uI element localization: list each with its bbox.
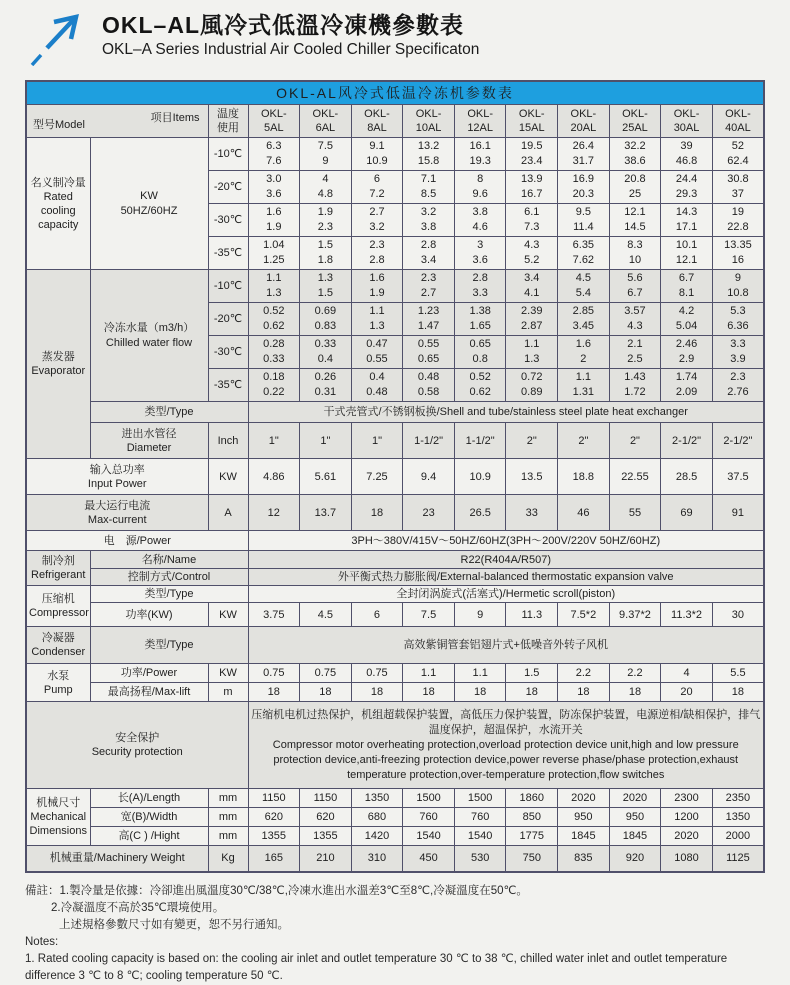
value-cell: 2000 xyxy=(712,827,764,846)
value-cell-50hz-60hz: 13.9 16.7 xyxy=(506,171,558,204)
value-cell: 6 xyxy=(351,603,403,627)
value-cell-50hz-60hz: 1.1 1.31 xyxy=(558,369,610,402)
value-cell-50hz-60hz: 7.1 8.5 xyxy=(403,171,455,204)
value-cell-50hz-60hz: 4 4.8 xyxy=(300,171,352,204)
security-label: 安全保护 Security protection xyxy=(26,702,248,789)
value-cell-50hz-60hz: 0.28 0.33 xyxy=(248,336,300,369)
model-column-header: OKL- 6AL xyxy=(300,105,352,138)
temp-cell: -10℃ xyxy=(208,270,248,303)
dimension-height-row xyxy=(26,827,764,846)
section-condenser: 冷凝器 Condenser xyxy=(26,627,90,664)
compressor-type-value: 全封闭涡旋式(活塞式)/Hermetic scroll(piston) xyxy=(248,586,764,603)
value-cell: 37.5 xyxy=(712,459,764,495)
value-cell-50hz-60hz: 2.3 2.7 xyxy=(403,270,455,303)
value-cell-50hz-60hz: 1.6 2 xyxy=(558,336,610,369)
input-power-row xyxy=(26,459,764,495)
value-cell: 69 xyxy=(661,495,713,531)
value-cell-50hz-60hz: 8.3 10 xyxy=(609,237,661,270)
value-cell-50hz-60hz: 3.0 3.6 xyxy=(248,171,300,204)
value-cell-50hz-60hz: 3.8 4.6 xyxy=(454,204,506,237)
value-cell-50hz-60hz: 0.33 0.4 xyxy=(300,336,352,369)
temp-cell: -20℃ xyxy=(208,303,248,336)
value-cell-50hz-60hz: 4.2 5.04 xyxy=(661,303,713,336)
value-cell-50hz-60hz: 0.26 0.31 xyxy=(300,369,352,402)
value-cell-50hz-60hz: 10.1 12.1 xyxy=(661,237,713,270)
value-cell: 18 xyxy=(609,683,661,702)
page-title: OKL–AL風冷式低溫冷凍機參數表 xyxy=(102,12,464,38)
value-cell: 1" xyxy=(300,423,352,459)
pump-power-unit: KW xyxy=(208,664,248,683)
value-cell: 7.25 xyxy=(351,459,403,495)
value-cell-50hz-60hz: 2.1 2.5 xyxy=(609,336,661,369)
pump-lift-unit: m xyxy=(208,683,248,702)
refrigerant-control-row xyxy=(26,569,764,586)
compressor-power-row xyxy=(26,603,764,627)
power-supply-row xyxy=(26,531,764,551)
input-power-label: 输入总功率 Input Power xyxy=(26,459,208,495)
model-items-diagonal-header xyxy=(26,105,208,138)
value-cell: 1150 xyxy=(248,789,300,808)
weight-unit: Kg xyxy=(208,846,248,872)
column-header-row xyxy=(26,105,764,138)
value-cell-50hz-60hz: 14.3 17.1 xyxy=(661,204,713,237)
section-rated-cooling: 名义制冷量 Rated cooling capacity xyxy=(26,138,90,270)
value-cell: 0.75 xyxy=(351,664,403,683)
compressor-power-label: 功率(KW) xyxy=(90,603,208,627)
notes-block xyxy=(25,883,765,985)
value-cell: 4.5 xyxy=(300,603,352,627)
temp-cell: -30℃ xyxy=(208,204,248,237)
value-cell-50hz-60hz: 13.35 16 xyxy=(712,237,764,270)
value-cell: 1080 xyxy=(661,846,713,872)
value-cell: 760 xyxy=(454,808,506,827)
value-cell-50hz-60hz: 1.38 1.65 xyxy=(454,303,506,336)
value-cell: 1.5 xyxy=(506,664,558,683)
value-cell: 7.5 xyxy=(403,603,455,627)
value-cell-50hz-60hz: 52 62.4 xyxy=(712,138,764,171)
height-label: 高(C ) /Hight xyxy=(90,827,208,846)
value-cell-50hz-60hz: 6 7.2 xyxy=(351,171,403,204)
value-cell: 2" xyxy=(558,423,610,459)
refrigerant-name-label: 名称/Name xyxy=(90,551,248,569)
table-banner: OKL-AL风冷式低温冷冻机参数表 xyxy=(26,81,764,105)
value-cell: 7.5*2 xyxy=(558,603,610,627)
value-cell: 12 xyxy=(248,495,300,531)
value-cell: 46 xyxy=(558,495,610,531)
value-cell: 1150 xyxy=(300,789,352,808)
security-text xyxy=(248,702,764,789)
diameter-unit: Inch xyxy=(208,423,248,459)
value-cell-50hz-60hz: 3.4 4.1 xyxy=(506,270,558,303)
value-cell-50hz-60hz: 1.04 1.25 xyxy=(248,237,300,270)
value-cell-50hz-60hz: 1.1 1.3 xyxy=(248,270,300,303)
value-cell-50hz-60hz: 12.1 14.5 xyxy=(609,204,661,237)
value-cell: 1500 xyxy=(403,789,455,808)
refrigerant-control-label: 控制方式/Control xyxy=(90,569,248,586)
pump-lift-row xyxy=(26,683,764,702)
value-cell: 18 xyxy=(454,683,506,702)
value-cell: 530 xyxy=(454,846,506,872)
value-cell-50hz-60hz: 0.65 0.8 xyxy=(454,336,506,369)
value-cell-50hz-60hz: 0.69 0.83 xyxy=(300,303,352,336)
value-cell-50hz-60hz: 3.57 4.3 xyxy=(609,303,661,336)
input-power-unit: KW xyxy=(208,459,248,495)
value-cell: 620 xyxy=(248,808,300,827)
value-cell: 18 xyxy=(300,683,352,702)
value-cell: 20 xyxy=(661,683,713,702)
value-cell-50hz-60hz: 0.18 0.22 xyxy=(248,369,300,402)
value-cell: 210 xyxy=(300,846,352,872)
value-cell: 18 xyxy=(248,683,300,702)
value-cell-50hz-60hz: 30.8 37 xyxy=(712,171,764,204)
value-cell: 18.8 xyxy=(558,459,610,495)
model-column-header: OKL- 5AL xyxy=(248,105,300,138)
value-cell-50hz-60hz: 26.4 31.7 xyxy=(558,138,610,171)
value-cell-50hz-60hz: 1.43 1.72 xyxy=(609,369,661,402)
value-cell: 18 xyxy=(351,495,403,531)
model-column-header: OKL- 30AL xyxy=(661,105,713,138)
value-cell: 950 xyxy=(609,808,661,827)
value-cell: 5.61 xyxy=(300,459,352,495)
value-cell-50hz-60hz: 20.8 25 xyxy=(609,171,661,204)
value-cell-50hz-60hz: 2.7 3.2 xyxy=(351,204,403,237)
diameter-label: 进出水管径 Diameter xyxy=(90,423,208,459)
value-cell-50hz-60hz: 2.3 2.76 xyxy=(712,369,764,402)
max-current-label: 最大运行电流 Max-current xyxy=(26,495,208,531)
value-cell-50hz-60hz: 1.6 1.9 xyxy=(248,204,300,237)
value-cell-50hz-60hz: 16.9 20.3 xyxy=(558,171,610,204)
value-cell: 1" xyxy=(351,423,403,459)
power-supply-value: 3PH～380V/415V～50HZ/60HZ(3PH～200V/220V 50HZ/60HZ) xyxy=(248,531,764,551)
rated-row--10 xyxy=(26,138,764,171)
value-cell: 22.55 xyxy=(609,459,661,495)
temp-cell: -30℃ xyxy=(208,336,248,369)
temp-cell: -10℃ xyxy=(208,138,248,171)
note-zh-3: 上述規格參數尺寸如有變更，恕不另行通知。 xyxy=(59,918,289,931)
value-cell: 850 xyxy=(506,808,558,827)
value-cell-50hz-60hz: 0.52 0.62 xyxy=(454,369,506,402)
value-cell-50hz-60hz: 1.9 2.3 xyxy=(300,204,352,237)
value-cell: 760 xyxy=(403,808,455,827)
security-text-zh: 压缩机电机过热保护，机组超载保护装置，高低压力保护装置，防冻保护装置，电源逆相/缺相保护，排气温度保护，超温保护，水流开关 xyxy=(251,708,761,736)
value-cell-50hz-60hz: 1.1 1.3 xyxy=(506,336,558,369)
compressor-type-row xyxy=(26,586,764,603)
value-cell-50hz-60hz: 6.35 7.62 xyxy=(558,237,610,270)
value-cell: 18 xyxy=(558,683,610,702)
value-cell: 30 xyxy=(712,603,764,627)
value-cell: 750 xyxy=(506,846,558,872)
value-cell: 10.9 xyxy=(454,459,506,495)
value-cell-50hz-60hz: 13.2 15.8 xyxy=(403,138,455,171)
value-cell: 1845 xyxy=(609,827,661,846)
items-label: 项目Items xyxy=(150,112,200,124)
value-cell: 5.5 xyxy=(712,664,764,683)
value-cell-50hz-60hz: 6.1 7.3 xyxy=(506,204,558,237)
temp-cell: -35℃ xyxy=(208,369,248,402)
value-cell: 1.1 xyxy=(454,664,506,683)
compressor-type-label: 类型/Type xyxy=(90,586,248,603)
value-cell: 1350 xyxy=(712,808,764,827)
value-cell: 3.75 xyxy=(248,603,300,627)
value-cell: 55 xyxy=(609,495,661,531)
value-cell-50hz-60hz: 6.3 7.6 xyxy=(248,138,300,171)
value-cell: 18 xyxy=(403,683,455,702)
note-zh-2: 2.冷凝溫度不高於35℃環境使用。 xyxy=(51,901,225,914)
value-cell: 1355 xyxy=(248,827,300,846)
value-cell-50hz-60hz: 2.8 3.3 xyxy=(454,270,506,303)
value-cell: 920 xyxy=(609,846,661,872)
value-cell: 2350 xyxy=(712,789,764,808)
evap-type-label: 类型/Type xyxy=(90,402,248,423)
pump-lift-label: 最高扬程/Max-lift xyxy=(90,683,208,702)
value-cell: 1350 xyxy=(351,789,403,808)
note-en-title: Notes: xyxy=(25,935,59,948)
value-cell: 2020 xyxy=(661,827,713,846)
dimension-width-row xyxy=(26,808,764,827)
value-cell: 13.7 xyxy=(300,495,352,531)
value-cell: 13.5 xyxy=(506,459,558,495)
pump-power-label: 功率/Power xyxy=(90,664,208,683)
value-cell-50hz-60hz: 1.6 1.9 xyxy=(351,270,403,303)
refrigerant-name-value: R22(R404A/R507) xyxy=(248,551,764,569)
value-cell-50hz-60hz: 19 22.8 xyxy=(712,204,764,237)
model-column-header: OKL- 25AL xyxy=(609,105,661,138)
security-row xyxy=(26,702,764,789)
length-unit: mm xyxy=(208,789,248,808)
model-column-header: OKL- 10AL xyxy=(403,105,455,138)
value-cell: 0.75 xyxy=(300,664,352,683)
length-label: 长(A)/Length xyxy=(90,789,208,808)
value-cell: 450 xyxy=(403,846,455,872)
rated-unit-label: KW 50HZ/60HZ xyxy=(90,138,208,270)
model-column-header: OKL- 15AL xyxy=(506,105,558,138)
height-unit: mm xyxy=(208,827,248,846)
value-cell: 1.1 xyxy=(403,664,455,683)
value-cell: 310 xyxy=(351,846,403,872)
value-cell: 2.2 xyxy=(558,664,610,683)
value-cell-50hz-60hz: 6.7 8.1 xyxy=(661,270,713,303)
value-cell: 9.4 xyxy=(403,459,455,495)
value-cell-50hz-60hz: 2.85 3.45 xyxy=(558,303,610,336)
value-cell-50hz-60hz: 3.3 3.9 xyxy=(712,336,764,369)
brand-arrow-icon xyxy=(30,10,88,66)
temp-cell: -35℃ xyxy=(208,237,248,270)
value-cell-50hz-60hz: 0.55 0.65 xyxy=(403,336,455,369)
dimension-length-row xyxy=(26,789,764,808)
value-cell: 18 xyxy=(712,683,764,702)
value-cell: 1845 xyxy=(558,827,610,846)
value-cell: 23 xyxy=(403,495,455,531)
value-cell-50hz-60hz: 0.72 0.89 xyxy=(506,369,558,402)
note-en-1: 1. Rated cooling capacity is based on: the cooling air inlet and outlet temperature 30 ℃ to 38 ℃, chilled water inlet and outlet temperature difference 3 ℃ to 8 ℃; cooling temperature 50 ℃. xyxy=(25,952,728,982)
value-cell: 1540 xyxy=(403,827,455,846)
value-cell: 0.75 xyxy=(248,664,300,683)
value-cell: 11.3*2 xyxy=(661,603,713,627)
value-cell: 1355 xyxy=(300,827,352,846)
section-evaporator: 蒸发器 Evaporator xyxy=(26,270,90,459)
value-cell-50hz-60hz: 16.1 19.3 xyxy=(454,138,506,171)
value-cell-50hz-60hz: 9.5 11.4 xyxy=(558,204,610,237)
value-cell-50hz-60hz: 2.46 2.9 xyxy=(661,336,713,369)
value-cell: 1-1/2" xyxy=(403,423,455,459)
value-cell: 4.86 xyxy=(248,459,300,495)
max-current-unit: A xyxy=(208,495,248,531)
value-cell: 33 xyxy=(506,495,558,531)
spec-table xyxy=(25,80,765,873)
model-column-header: OKL- 40AL xyxy=(712,105,764,138)
value-cell: 1540 xyxy=(454,827,506,846)
value-cell: 18 xyxy=(506,683,558,702)
value-cell-50hz-60hz: 0.4 0.48 xyxy=(351,369,403,402)
model-label: 型号Model xyxy=(33,119,85,131)
value-cell: 26.5 xyxy=(454,495,506,531)
value-cell: 2300 xyxy=(661,789,713,808)
value-cell: 1-1/2" xyxy=(454,423,506,459)
section-refrigerant: 制冷剂 Refrigerant xyxy=(26,551,90,586)
width-label: 宽(B)/Width xyxy=(90,808,208,827)
value-cell: 2020 xyxy=(558,789,610,808)
value-cell-50hz-60hz: 4.5 5.4 xyxy=(558,270,610,303)
value-cell: 1" xyxy=(248,423,300,459)
evap-type-value: 干式壳管式/不锈钢板换/Shell and tube/stainless steel plate heat exchanger xyxy=(248,402,764,423)
condenser-type-value: 高效紫铜管套铝翅片式+低噪音外转子风机 xyxy=(248,627,764,664)
value-cell: 18 xyxy=(351,683,403,702)
value-cell: 2" xyxy=(609,423,661,459)
value-cell-50hz-60hz: 9 10.8 xyxy=(712,270,764,303)
value-cell-50hz-60hz: 1.74 2.09 xyxy=(661,369,713,402)
section-compressor: 压缩机 Compressor xyxy=(26,586,90,627)
value-cell: 620 xyxy=(300,808,352,827)
model-column-header: OKL- 12AL xyxy=(454,105,506,138)
value-cell-50hz-60hz: 4.3 5.2 xyxy=(506,237,558,270)
value-cell: 2-1/2" xyxy=(712,423,764,459)
value-cell-50hz-60hz: 8 9.6 xyxy=(454,171,506,204)
value-cell-50hz-60hz: 32.2 38.6 xyxy=(609,138,661,171)
weight-label: 机械重量/Machinery Weight xyxy=(26,846,208,872)
value-cell-50hz-60hz: 0.47 0.55 xyxy=(351,336,403,369)
value-cell-50hz-60hz: 2.3 2.8 xyxy=(351,237,403,270)
model-column-header: OKL- 20AL xyxy=(558,105,610,138)
value-cell-50hz-60hz: 24.4 29.3 xyxy=(661,171,713,204)
value-cell: 2.2 xyxy=(609,664,661,683)
value-cell-50hz-60hz: 3.2 3.8 xyxy=(403,204,455,237)
evap-row--10 xyxy=(26,270,764,303)
value-cell-50hz-60hz: 0.48 0.58 xyxy=(403,369,455,402)
value-cell: 91 xyxy=(712,495,764,531)
temp-usage-header: 温度 使用 xyxy=(208,105,248,138)
pump-power-row xyxy=(26,664,764,683)
evap-type-row xyxy=(26,402,764,423)
max-current-row xyxy=(26,495,764,531)
value-cell: 1420 xyxy=(351,827,403,846)
value-cell: 4 xyxy=(661,664,713,683)
value-cell: 2020 xyxy=(609,789,661,808)
value-cell-50hz-60hz: 0.52 0.62 xyxy=(248,303,300,336)
value-cell: 9 xyxy=(454,603,506,627)
page-header xyxy=(0,0,790,74)
value-cell: 2-1/2" xyxy=(661,423,713,459)
value-cell-50hz-60hz: 2.8 3.4 xyxy=(403,237,455,270)
condenser-type-label: 类型/Type xyxy=(90,627,248,664)
value-cell: 950 xyxy=(558,808,610,827)
value-cell-50hz-60hz: 2.39 2.87 xyxy=(506,303,558,336)
value-cell: 2" xyxy=(506,423,558,459)
value-cell-50hz-60hz: 19.5 23.4 xyxy=(506,138,558,171)
condenser-row xyxy=(26,627,764,664)
value-cell: 1775 xyxy=(506,827,558,846)
value-cell-50hz-60hz: 5.6 6.7 xyxy=(609,270,661,303)
value-cell: 9.37*2 xyxy=(609,603,661,627)
power-supply-label: 电 源/Power xyxy=(26,531,248,551)
width-unit: mm xyxy=(208,808,248,827)
refrigerant-name-row xyxy=(26,551,764,569)
value-cell-50hz-60hz: 1.3 1.5 xyxy=(300,270,352,303)
model-column-header: OKL- 8AL xyxy=(351,105,403,138)
value-cell-50hz-60hz: 1.23 1.47 xyxy=(403,303,455,336)
temp-cell: -20℃ xyxy=(208,171,248,204)
refrigerant-control-value: 外平衡式热力膨胀阀/External-balanced thermostatic expansion valve xyxy=(248,569,764,586)
value-cell: 835 xyxy=(558,846,610,872)
value-cell: 1125 xyxy=(712,846,764,872)
value-cell-50hz-60hz: 5.3 6.36 xyxy=(712,303,764,336)
security-text-en: Compressor motor overheating protection,overload protection device unit,high and low pressure protection device,anti-freezing protection device,power reverse phase/phase protection,exhaust temperature protection,over-temperature protection,flow switches xyxy=(272,738,739,781)
value-cell: 1860 xyxy=(506,789,558,808)
value-cell: 1200 xyxy=(661,808,713,827)
section-pump: 水泵 Pump xyxy=(26,664,90,702)
value-cell-50hz-60hz: 1.1 1.3 xyxy=(351,303,403,336)
weight-row xyxy=(26,846,764,872)
value-cell: 680 xyxy=(351,808,403,827)
value-cell-50hz-60hz: 7.5 9 xyxy=(300,138,352,171)
value-cell: 11.3 xyxy=(506,603,558,627)
value-cell-50hz-60hz: 39 46.8 xyxy=(661,138,713,171)
diameter-row xyxy=(26,423,764,459)
page-subtitle: OKL–A Series Industrial Air Cooled Chiller Specificaton xyxy=(102,41,480,58)
value-cell: 165 xyxy=(248,846,300,872)
value-cell-50hz-60hz: 9.1 10.9 xyxy=(351,138,403,171)
value-cell: 28.5 xyxy=(661,459,713,495)
value-cell: 1500 xyxy=(454,789,506,808)
value-cell-50hz-60hz: 3 3.6 xyxy=(454,237,506,270)
section-dimensions: 机械尺寸 Mechanical Dimensions xyxy=(26,789,90,846)
value-cell-50hz-60hz: 1.5 1.8 xyxy=(300,237,352,270)
compressor-power-unit: KW xyxy=(208,603,248,627)
chilled-water-flow-label: 冷冻水量（m3/h） Chilled water flow xyxy=(90,270,208,402)
note-zh-1: 備註：1.製冷量是依據：冷卻進出風溫度30℃/38℃,冷凍水進出水溫差3℃至8℃,冷凝溫度在50℃。 xyxy=(25,884,528,897)
